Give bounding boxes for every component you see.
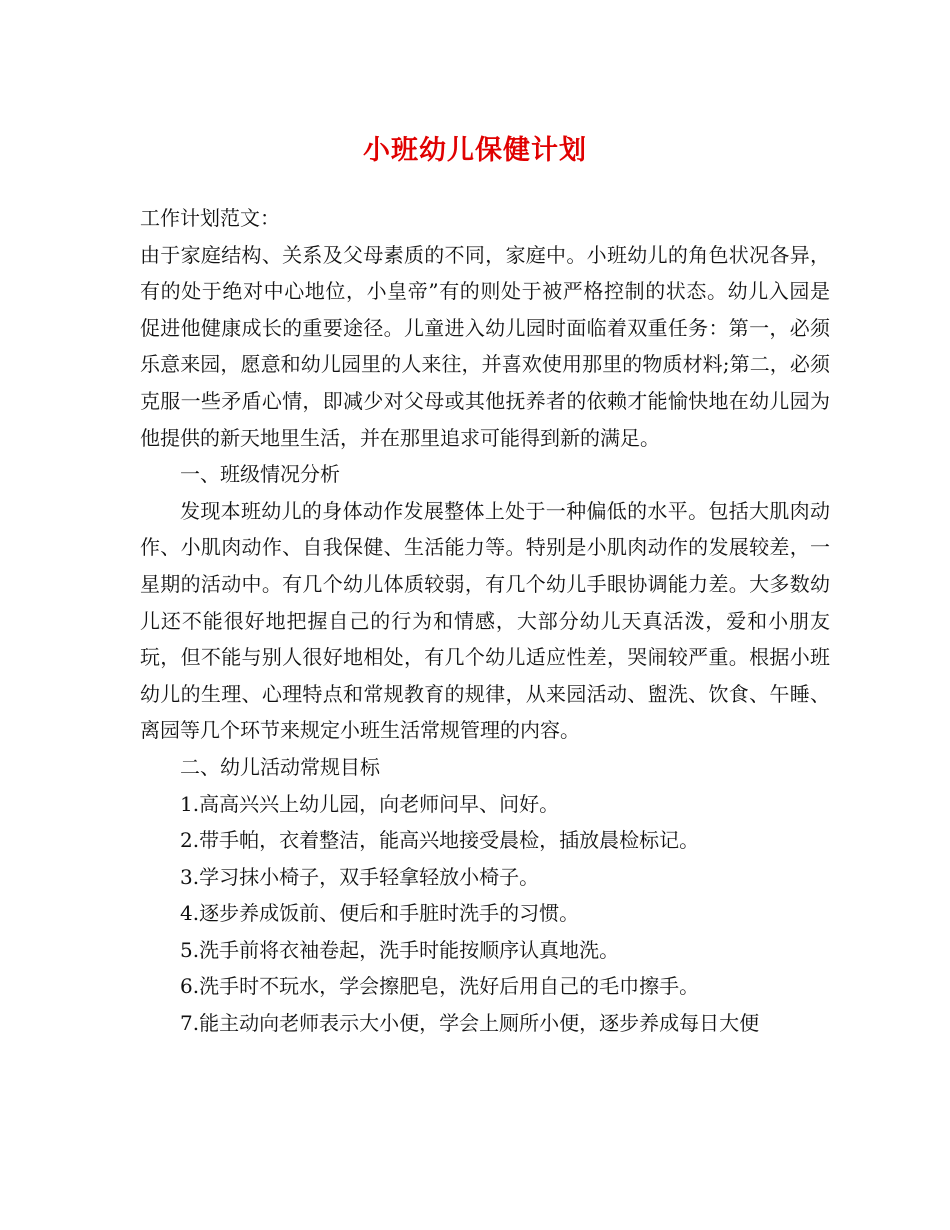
document-title: 小班幼儿保健计划 (363, 135, 587, 166)
list-item: 4.逐步养成饭前、便后和手脏时洗手的习惯。 (180, 901, 580, 926)
intro-label: 工作计划范文： (140, 206, 280, 230)
section-heading-class-analysis: 一、班级情况分析 (180, 462, 340, 487)
list-item: 6.洗手时不玩水，学会擦肥皂，洗好后用自己的毛巾擦手。 (180, 974, 700, 999)
document-body (140, 200, 830, 1042)
list-item: 5.洗手前将衣袖卷起，洗手时能按顺序认真地洗。 (180, 937, 620, 962)
section-heading-activity-goals: 二、幼儿活动常规目标 (180, 754, 380, 779)
section-paragraph-class-analysis: 发现本班幼儿的身体动作发展整体上处于一种偏低的水平。包括大肌肉动作、小肌肉动作、自我保健、生活能力等。特别是小肌肉动作的发展较差，一星期的活动中。有几个幼儿体质较弱，有几个幼儿手眼协调能力差。大多数幼儿还不能很好地把握自己的行为和情感，大部分幼儿天真活泼，爱和小朋友玩，但不能与别人很好地相处，有几个幼儿适应性差，哭闹较严重。根据小班幼儿的生理、心理特点和常规教育的规律，从来园活动、盥洗、饮食、午睡、离园等几个环节来规定小班生活常规管理的内容。 (140, 498, 830, 743)
list-item: 2.带手帕，衣着整洁，能高兴地接受晨检，插放晨检标记。 (180, 828, 700, 853)
list-item: 1.高高兴兴上幼儿园，向老师问早、问好。 (180, 791, 560, 816)
list-item: 3.学习抹小椅子，双手轻拿轻放小椅子。 (180, 864, 540, 889)
list-item: 7.能主动向老师表示大小便，学会上厕所小便，逐步养成每日大便 (180, 1011, 760, 1036)
intro-paragraph: 由于家庭结构、关系及父母素质的不同，家庭中。小班幼儿的角色状况各异，有的处于绝对中心地位，小皇帝”有的则处于被严格控制的状态。幼儿入园是促进他健康成长的重要途径。儿童进入幼儿园时面临着双重任务：第一，必须乐意来园，愿意和幼儿园里的人来往，并喜欢使用那里的物质材料;第二，必须克服一些矛盾心情，即减少对父母或其他抚养者的依赖才能愉快地在幼儿园为他提供的新天地里生活，并在那里追求可能得到新的满足。 (140, 242, 830, 450)
